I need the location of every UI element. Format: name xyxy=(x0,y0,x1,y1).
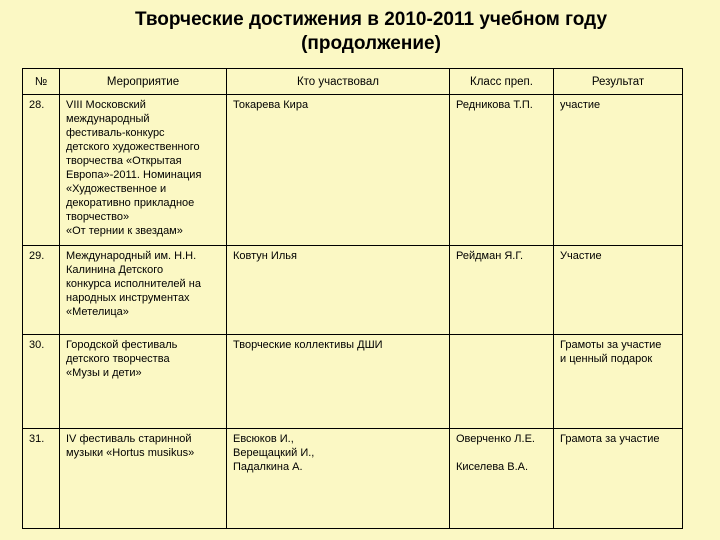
teacher-name: Оверченко Л.Е. xyxy=(456,433,535,445)
header-result: Результат xyxy=(554,69,683,95)
row-event: IV фестиваль старинной музыки «Hortus musikus» xyxy=(60,429,227,529)
achievements-table xyxy=(22,68,683,529)
row-result: Грамоты за участие и ценный подарок xyxy=(554,335,683,429)
row-participants: Творческие коллективы ДШИ xyxy=(227,335,450,429)
row-result: Грамота за участие xyxy=(554,429,683,529)
row-teacher xyxy=(450,95,554,246)
teacher-name: Редникова Т.П. xyxy=(456,99,533,111)
row-result: участие xyxy=(554,95,683,246)
row-event: Городской фестиваль детского творчества «Музы и дети» xyxy=(60,335,227,429)
table-header-row xyxy=(23,69,683,95)
table-row xyxy=(23,335,683,429)
row-teacher xyxy=(450,429,554,529)
table-row xyxy=(23,95,683,246)
row-number: 31. xyxy=(23,429,60,529)
header-number: № xyxy=(23,69,60,95)
row-teacher xyxy=(450,246,554,335)
teacher-spacer xyxy=(456,446,549,460)
table-row xyxy=(23,246,683,335)
page-title xyxy=(0,8,720,56)
title-line-2: (продолжение) xyxy=(301,33,441,54)
row-number: 28. xyxy=(23,95,60,246)
row-participants: Токарева Кира xyxy=(227,95,450,246)
row-event: VIII Московский международный фестиваль-конкурс детского художественного творчества «Открытая Европа»-2011. Номинация «Художественное и декоративно прикладное творчество» «От тернии к звездам» xyxy=(60,95,227,246)
teacher-name: Рейдман Я.Г. xyxy=(456,250,524,262)
row-number: 29. xyxy=(23,246,60,335)
teacher-name-2: Киселева В.А. xyxy=(456,461,529,473)
row-teacher xyxy=(450,335,554,429)
header-event: Мероприятие xyxy=(60,69,227,95)
table-row xyxy=(23,429,683,529)
header-teacher: Класс преп. xyxy=(450,69,554,95)
row-result: Участие xyxy=(554,246,683,335)
row-number: 30. xyxy=(23,335,60,429)
row-participants: Ковтун Илья xyxy=(227,246,450,335)
row-participants: Евсюков И., Верещацкий И., Падалкина А. xyxy=(227,429,450,529)
row-event: Международный им. Н.Н. Калинина Детского конкурса исполнителей на народных инструментах «Метелица» xyxy=(60,246,227,335)
title-line-1: Творческие достижения в 2010-2011 учебном году xyxy=(134,9,608,30)
header-participants: Кто участвовал xyxy=(227,69,450,95)
